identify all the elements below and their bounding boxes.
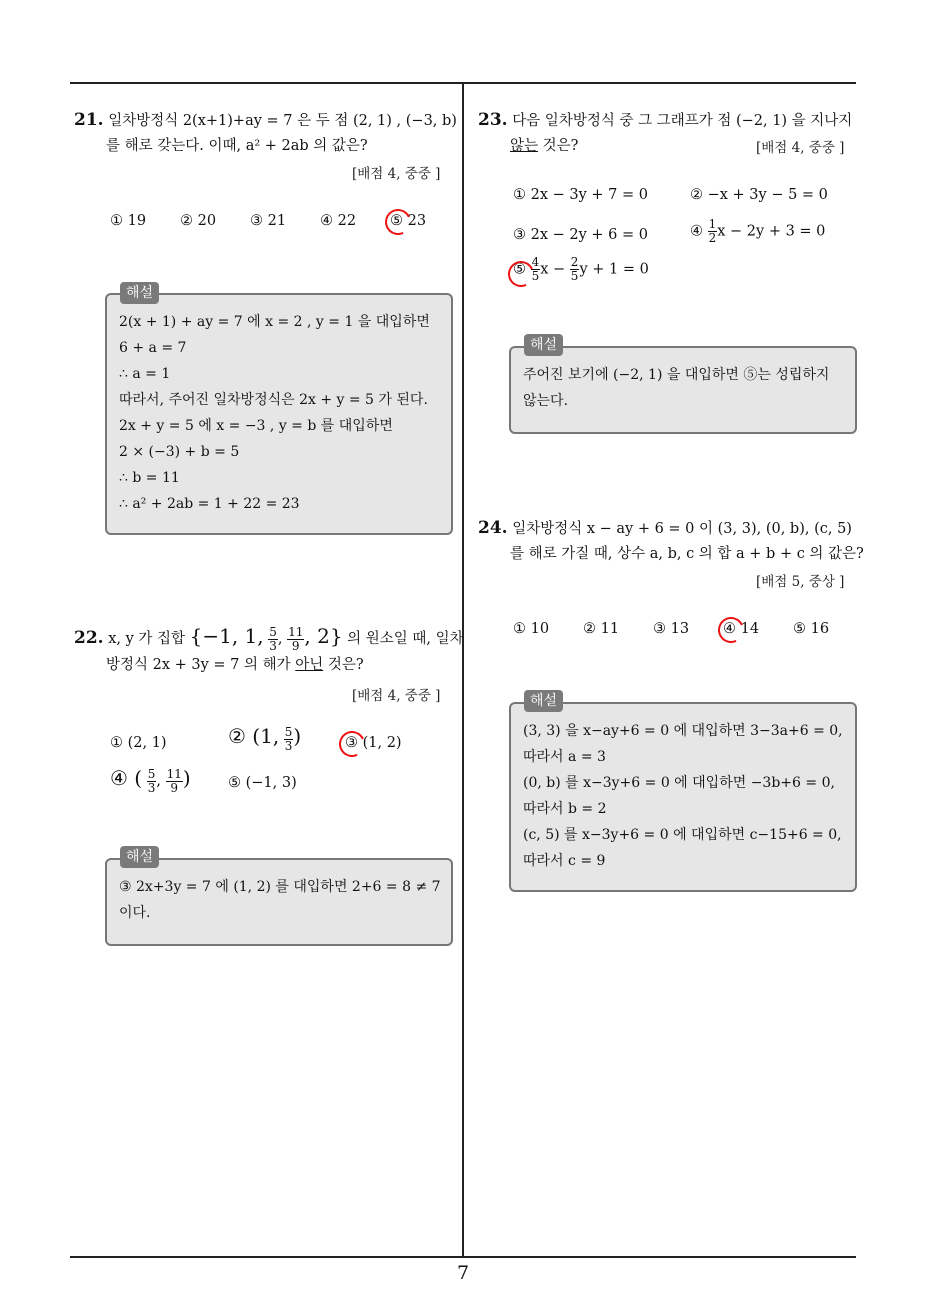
set-close: , 2} — [304, 624, 343, 648]
choice-5[interactable]: ⑤ $\frac{4}{5}$ x − $\frac{2}{5}$ y + 1 = 0 — [513, 255, 649, 283]
solution-line: 따라서 c = 9 — [523, 853, 606, 869]
solution-line: 따라서 b = 2 — [523, 801, 607, 817]
choice-5[interactable]: ⑤ 16 — [793, 621, 830, 637]
choice-4[interactable]: ④ ( $\frac{5}{3}$ , $\frac{11}{9}$ ) — [110, 766, 191, 795]
choice-5[interactable]: ⑤ (−1, 3) — [228, 775, 297, 791]
question-number: 23. — [478, 110, 508, 130]
choice-3[interactable]: ③ 21 — [250, 213, 287, 229]
solution-box — [105, 293, 453, 535]
question-stem: 방정식 2x + 3y = 7 의 해가 — [106, 656, 296, 673]
choice-1[interactable]: ① (2, 1) — [110, 735, 167, 751]
solution-line: 않는다. — [523, 393, 569, 409]
column-divider — [462, 82, 464, 1258]
solution-line: (3, 3) 을 x−ay+6 = 0 에 대입하면 3−3a+6 = 0, — [523, 723, 843, 739]
solution-line: 2(x + 1) + ay = 7 에 x = 2 , y = 1 을 대입하면 — [119, 314, 430, 330]
choice-2[interactable]: ② 20 — [180, 213, 217, 229]
question-22: 22. x, y 가 집합 {−1, 1, $\frac{5}{3}$ , $\frac{11}{9}$ , 2} 의 원소일 때, 일차 방정식 2x + 3y = 7 의 해가 아닌 것은? — [74, 624, 464, 673]
choice-2[interactable]: ② 11 — [583, 621, 620, 637]
question-number: 24. — [478, 518, 508, 538]
solution-tag: 해설 — [524, 690, 563, 712]
question-stem: 를 해로 갖는다. 이때, a² + 2ab 의 값은? — [106, 138, 368, 154]
question-stem: 의 원소일 때, 일차 — [347, 631, 464, 647]
question-stem: 일차방정식 2(x+1)+ay = 7 은 두 점 (2, 1) , (−3, b) — [108, 113, 457, 129]
solution-line: 6 + a = 7 — [119, 340, 187, 356]
question-stem: 일차방정식 x − ay + 6 = 0 이 (3, 3), (0, b), (c, 5) — [512, 521, 852, 537]
solution-box — [509, 346, 857, 434]
bottom-rule — [70, 1256, 856, 1258]
page-number: 7 — [456, 1262, 470, 1284]
score-meta: [배점 4, 중중 ] — [756, 140, 845, 156]
solution-line: 따라서, 주어진 일차방정식은 2x + y = 5 가 된다. — [119, 392, 428, 408]
solution-tag: 해설 — [120, 282, 159, 304]
choice-4[interactable]: ④ 14 — [723, 621, 760, 637]
choice-1[interactable]: ① 10 — [513, 621, 550, 637]
underlined-word: 아닌 — [295, 656, 324, 673]
choice-3[interactable]: ③ 2x − 2y + 6 = 0 — [513, 227, 648, 243]
solution-line: 2 × (−3) + b = 5 — [119, 444, 240, 460]
answer-mark — [381, 205, 414, 238]
choice-4[interactable]: ④ 22 — [320, 213, 357, 229]
question-number: 21. — [74, 110, 104, 130]
choice-1[interactable]: ① 19 — [110, 213, 147, 229]
question-stem: x, y 가 집합 — [108, 631, 186, 647]
choice-1[interactable]: ① 2x − 3y + 7 = 0 — [513, 187, 648, 203]
answer-mark — [335, 727, 368, 760]
answer-mark — [714, 613, 747, 646]
solution-line: ∴ a = 1 — [119, 366, 171, 382]
solution-tag: 해설 — [120, 846, 159, 868]
choice-2[interactable]: ② (1, $\frac{5}{3}$ ) — [228, 724, 302, 753]
solution-line: ∴ b = 11 — [119, 470, 180, 486]
choice-3[interactable]: ③ (1, 2) — [345, 735, 402, 751]
question-number: 22. — [74, 628, 104, 648]
set-open: {−1, 1, — [189, 624, 264, 648]
choice-4[interactable]: ④ $\frac{1}{2}$ x − 2y + 3 = 0 — [690, 217, 826, 245]
solution-line: ③ 2x+3y = 7 에 (1, 2) 를 대입하면 2+6 = 8 ≠ 7 — [119, 879, 441, 895]
question-stem: 다음 일차방정식 중 그 그래프가 점 (−2, 1) 을 지나지 — [512, 113, 853, 129]
solution-line: (0, b) 를 x−3y+6 = 0 에 대입하면 −3b+6 = 0, — [523, 775, 835, 791]
solution-line: 2x + y = 5 에 x = −3 , y = b 를 대입하면 — [119, 418, 393, 434]
question-stem: 것은? — [323, 656, 364, 673]
solution-line: 이다. — [119, 905, 151, 921]
choice-5[interactable]: ⑤ 23 — [390, 213, 427, 229]
solution-box — [105, 858, 453, 946]
score-meta: [배점 4, 중중 ] — [352, 688, 441, 704]
solution-box — [509, 702, 857, 892]
solution-line: 따라서 a = 3 — [523, 749, 606, 765]
score-meta: [배점 4, 중중 ] — [352, 166, 441, 182]
solution-line: ∴ a² + 2ab = 1 + 22 = 23 — [119, 496, 300, 512]
fraction: $\frac{5}{3}$ — [269, 624, 277, 653]
fraction: $\frac{11}{9}$ — [288, 624, 304, 653]
choice-3[interactable]: ③ 13 — [653, 621, 690, 637]
score-meta: [배점 5, 중상 ] — [756, 574, 845, 590]
solution-line: (c, 5) 를 x−3y+6 = 0 에 대입하면 c−15+6 = 0, — [523, 827, 842, 843]
question-24 — [478, 516, 863, 567]
choice-2[interactable]: ② −x + 3y − 5 = 0 — [690, 187, 828, 203]
question-stem: 것은? — [538, 138, 579, 154]
question-stem: 를 해로 가질 때, 상수 a, b, c 의 합 a + b + c 의 값은? — [510, 546, 864, 562]
underlined-word: 않는 — [510, 138, 539, 154]
solution-tag: 해설 — [524, 334, 563, 356]
question-21 — [74, 108, 457, 159]
solution-line: 주어진 보기에 (−2, 1) 을 대입하면 ⑤는 성립하지 — [523, 367, 830, 383]
